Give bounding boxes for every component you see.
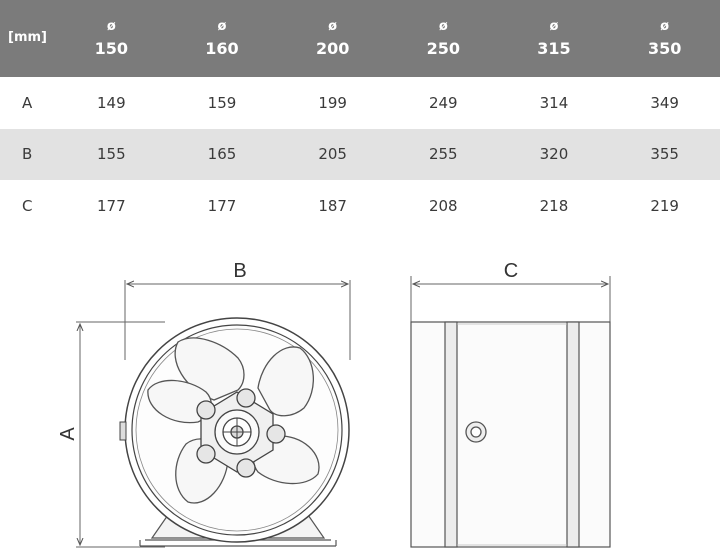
- diameter-symbol: ø: [106, 19, 116, 34]
- table-cell: 177: [207, 196, 237, 215]
- dimension-c-label: C: [503, 260, 519, 282]
- table-cell: 159: [207, 93, 237, 112]
- diameter-symbol: ø: [549, 19, 559, 34]
- diameter-value: 150: [94, 39, 129, 58]
- table-header-row: [0, 0, 720, 77]
- table-cell: 149: [97, 93, 126, 112]
- table-cell: 219: [650, 196, 679, 215]
- diameter-symbol: ø: [217, 19, 227, 34]
- diameter-header: [609, 0, 720, 77]
- diameter-value: 250: [426, 39, 460, 58]
- diameter-header: [388, 0, 499, 77]
- diameter-symbol: ø: [328, 19, 338, 34]
- table-row: [0, 129, 720, 181]
- unit-label: [mm]: [8, 30, 47, 45]
- table-cell: 349: [650, 93, 679, 112]
- diameter-header: [277, 0, 388, 77]
- side-view: [411, 260, 610, 547]
- table-cell: 208: [428, 196, 458, 215]
- diameter-header: [56, 0, 167, 77]
- table-cell: 320: [539, 145, 569, 164]
- diameter-symbol: ø: [660, 19, 670, 34]
- dimension-c: [411, 276, 610, 322]
- table-cell: 177: [97, 196, 126, 215]
- diameter-symbol: ø: [438, 19, 448, 34]
- row-label: A: [22, 93, 33, 112]
- row-label: B: [22, 145, 33, 164]
- table-cell: 205: [318, 145, 347, 164]
- row-label: C: [22, 196, 33, 215]
- table-cell: 314: [539, 93, 569, 112]
- dimension-b-label: B: [233, 260, 247, 282]
- diameter-value: 315: [537, 39, 571, 58]
- table-row: [0, 180, 720, 232]
- table-cell: 355: [650, 145, 679, 164]
- table-cell: 255: [428, 145, 458, 164]
- table-cell: 249: [428, 93, 458, 112]
- dimensions-table: [0, 0, 720, 232]
- table-cell: 199: [318, 93, 347, 112]
- diameter-value: 350: [647, 39, 682, 58]
- diameter-header: [499, 0, 610, 77]
- table-cell: 165: [207, 145, 237, 164]
- fan-dimension-drawing: [0, 250, 720, 550]
- diameter-value: 160: [205, 39, 239, 58]
- diameter-header: [167, 0, 278, 77]
- table-cell: 155: [97, 145, 126, 164]
- dimension-a-label: A: [57, 427, 79, 441]
- table-cell: 187: [318, 196, 347, 215]
- table-row: [0, 77, 720, 129]
- diameter-value: 200: [315, 39, 350, 58]
- table-cell: 218: [539, 196, 569, 215]
- terminal-box: [466, 422, 486, 442]
- side-housing: [411, 322, 610, 547]
- front-view: [57, 260, 350, 547]
